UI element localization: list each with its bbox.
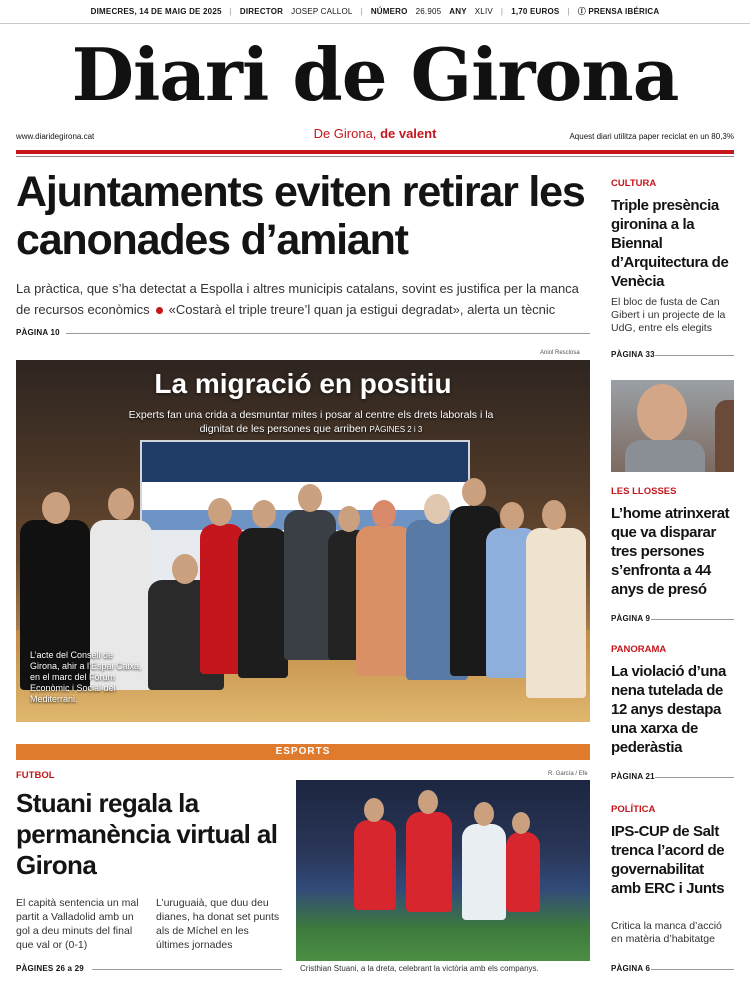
separator: | (500, 7, 504, 16)
sidebar-headline-politica[interactable]: IPS-CUP de Salt trenca l’acord de governabilitat amb ERC i Junts (611, 823, 725, 897)
sports-headline[interactable]: Stuani regala la permanència virtual al Girona (16, 788, 278, 880)
sports-photo-caption: Cristhian Stuani, a la dreta, celebrant la victòria amb els companys. (300, 964, 539, 973)
separator: | (360, 7, 363, 16)
issue-number: 26.905 (415, 7, 442, 16)
year-label: ANY (449, 7, 467, 16)
sidebar-portrait-photo[interactable] (611, 380, 734, 472)
lead-deck: La pràctica, que s’ha detectat a Espolla i altres municipis catalans, sovint es justifica per la manca de recursos econòmics «Costarà el triple treure’l quan ja estigui degradat», alerta un tècnic (16, 281, 579, 317)
publisher-group: Ⓘ PRENSA IBÉRICA (577, 7, 660, 16)
sports-page-reference: PÀGINES 26 a 29 (16, 964, 282, 973)
top-info-bar (0, 0, 750, 24)
sidebar-deck-cultura: El bloc de fusta de Can Gibert i un projecte de la UdG, entre els elegits (611, 296, 726, 334)
masthead-title[interactable]: Diari de Girona (71, 32, 679, 117)
sports-kicker: FUTBOL (16, 770, 55, 781)
photo-caption: L’acte del Consell de Girona, ahir a l’Espai Caixa, en el marc del Fòrum Econòmic i Social del Mediterrani. (30, 650, 142, 704)
separator: | (567, 7, 570, 16)
sidebar-kicker-politica: POLÍTICA (611, 804, 656, 815)
subheader (16, 126, 734, 148)
sidebar-deck-politica: Critica la manca d’acció en matèria d’habitatge (611, 920, 722, 945)
main-photo[interactable] (16, 360, 590, 722)
sidebar-page-ref-panorama: PÀGINA 21 (611, 772, 734, 781)
sports-photo[interactable] (296, 780, 590, 961)
website-link[interactable]: www.diaridegirona.cat (16, 132, 95, 141)
separator: | (229, 7, 232, 16)
motto: De Girona, de valent (313, 126, 437, 141)
sidebar-kicker-panorama: PANORAMA (611, 644, 667, 655)
sidebar-page-ref-politica: PÀGINA 6 (611, 964, 734, 973)
issue-date: DIMECRES, 14 DE MAIG DE 2025 (90, 7, 222, 16)
divider (16, 150, 734, 154)
sports-column-2: L’uruguaià, que duu deu dianes, ha donat set punts als de Míchel en les últimes jornades (156, 897, 280, 951)
bullet-dot-icon (156, 307, 163, 314)
director-label: DIRECTOR (239, 7, 284, 16)
sidebar-kicker-cultura: CULTURA (611, 178, 657, 189)
sidebar-kicker-llosses: LES LLOSSES (611, 486, 677, 497)
sidebar-page-ref-llosses: PÀGINA 9 (611, 614, 734, 623)
photo-title[interactable]: La migració en positiu (154, 368, 452, 399)
lead-headline[interactable]: Ajuntaments eviten retirar les canonades d’amiant (16, 168, 585, 264)
sports-column-1: El capità sentencia un mal partit a Valladolid amb un gol a deu minuts del final que val or (0-1) (16, 897, 139, 951)
issue-year: XLIV (474, 7, 493, 16)
director-name: JOSEP CALLOL (291, 7, 353, 16)
photo-credit: Aniol Resclosa (540, 350, 580, 356)
sidebar-headline-llosses[interactable]: L’home atrinxerat que va disparar tres persones s’enfronta a 44 anys de presó (611, 505, 730, 598)
sidebar-headline-panorama[interactable]: La violació d’una nena tutelada de 12 anys destapa una xarxa de pederàstia (611, 663, 726, 756)
sports-banner[interactable]: ESPORTS (16, 744, 590, 760)
recycle-note: Aquest diari utilitza paper reciclat en un 80,3% (569, 132, 734, 141)
sports-photo-credit: R. García / Efe (548, 771, 588, 777)
number-label: NÚMERO (370, 7, 408, 16)
sidebar-headline-cultura[interactable]: Triple presència gironina a la Biennal d’Arquitectura de Venècia (611, 197, 729, 290)
sidebar-page-ref-cultura: PÀGINA 33 (611, 350, 734, 359)
issue-price: 1,70 EUROS (511, 7, 560, 16)
page-reference: PÀGINA 10 (16, 328, 590, 337)
divider (16, 156, 734, 157)
photo-subtitle: Experts fan una crida a desmuntar mites i posar al centre els drets laborals i la dignitat de les persones que arriben PÀGINES 2 i 3 (128, 409, 494, 435)
publisher-logo-icon: Ⓘ (577, 7, 586, 16)
